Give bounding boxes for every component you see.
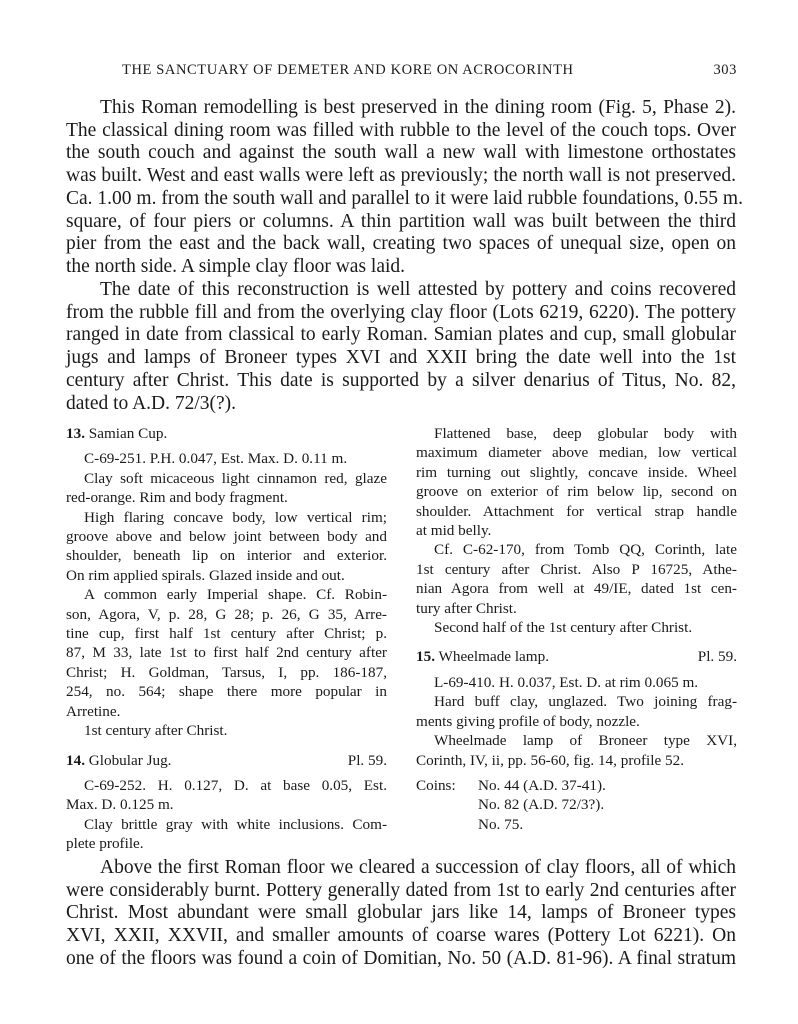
text-line: maximum diameter above median, low vertical bbox=[416, 444, 737, 462]
text-line: Ca. 1.00 m. from the south wall and parallel to it were laid rubble foundations, 0.55 m. bbox=[66, 187, 743, 209]
text-line: pier from the east and the back wall, creating two spaces of unequal size, open on bbox=[66, 233, 736, 255]
text-line: Above the first Roman floor we cleared a succession of clay floors, all of which bbox=[100, 857, 736, 878]
text-line: High flaring concave body, low vertical rim; bbox=[84, 508, 387, 526]
entry-title: Samian Cup. bbox=[88, 425, 168, 442]
coin-item: No. 44 (A.D. 37-41). bbox=[478, 776, 606, 794]
text-line: red-orange. Rim and body fragment. bbox=[66, 489, 288, 507]
text-line: shoulder. Attachment for vertical strap handle bbox=[416, 502, 737, 520]
entry-number: 13. bbox=[66, 425, 85, 442]
entry-number: 14. bbox=[66, 751, 85, 769]
text-line: at mid belly. bbox=[416, 522, 492, 540]
text-line: 1st century after Christ. Also P 16725, Athe- bbox=[416, 560, 737, 578]
text-line: C-69-252. H. 0.127, D. at base 0.05, Est. bbox=[84, 776, 387, 794]
inventory-line: L-69-410. H. 0.037, Est. D. at rim 0.065 m. bbox=[434, 673, 699, 691]
page-number: 303 bbox=[713, 62, 737, 78]
text-line: Arretine. bbox=[66, 702, 121, 720]
entry-14-heading bbox=[66, 751, 387, 770]
coin-item: No. 82 (A.D. 72/3?). bbox=[478, 796, 605, 814]
text-line: Corinth, IV, ii, pp. 56-60, fig. 14, profile 52. bbox=[416, 751, 685, 769]
text-line: groove above and below joint between body and bbox=[66, 528, 387, 546]
entry-date: 1st century after Christ. bbox=[84, 722, 228, 740]
text-line: plete profile. bbox=[66, 835, 144, 853]
catalogue-left-column bbox=[66, 424, 387, 854]
running-title: THE SANCTUARY OF DEMETER AND KORE ON ACROCORINTH bbox=[122, 62, 574, 78]
paragraph-later-floors bbox=[66, 857, 736, 971]
inventory-line: C-69-251. P.H. 0.047, Est. Max. D. 0.11 m. bbox=[84, 450, 348, 468]
coin-item: No. 75. bbox=[478, 815, 524, 833]
text-line: Hard buff clay, unglazed. Two joining frag- bbox=[434, 693, 737, 711]
paragraph-dating bbox=[66, 279, 736, 415]
text-line: XVI, XXII, XXVII, and smaller amounts of coarse wares (Pottery Lot 6221). On bbox=[66, 925, 736, 947]
coins-list bbox=[416, 776, 737, 834]
text-line: Christ; H. Goldman, Tarsus, I, pp. 186-187, bbox=[66, 663, 387, 681]
text-line: groove on exterior of rim below lip, second on bbox=[416, 483, 737, 501]
text-line: tine cup, first half 1st century after Christ; p. bbox=[66, 625, 387, 643]
text-line: was built. West and east walls were left as previously; the north wall is not preserved. bbox=[66, 165, 736, 187]
text-line: jugs and lamps of Broneer types XVI and XXII bring the date well into the 1st bbox=[66, 347, 736, 369]
entry-13-heading bbox=[66, 424, 387, 443]
entry-date: Second half of the 1st century after Christ. bbox=[434, 619, 693, 637]
text-line: 254, no. 564; shape there more popular in bbox=[66, 683, 387, 701]
text-line: Flattened base, deep globular body with bbox=[434, 425, 737, 442]
entry-title: Globular Jug. bbox=[88, 751, 172, 769]
text-line: the north side. A simple clay floor was laid. bbox=[66, 255, 406, 277]
text-line: Clay soft micaceous light cinnamon red, glaze bbox=[84, 469, 387, 487]
text-line: Christ. Most abundant were small globular jars like 14, lamps of Broneer types bbox=[66, 902, 736, 924]
text-line: tury after Christ. bbox=[416, 599, 517, 617]
text-line: On rim applied spirals. Glazed inside and out. bbox=[66, 566, 345, 584]
plate-reference: Pl. 59. bbox=[697, 648, 737, 666]
catalogue-right-column bbox=[416, 424, 737, 834]
text-line: This Roman remodelling is best preserved in the dining room (Fig. 5, Phase 2). bbox=[100, 97, 736, 118]
plate-reference: Pl. 59. bbox=[347, 751, 387, 769]
text-line: shoulder, beneath lip on interior and exterior. bbox=[66, 547, 387, 565]
text-line: square, of four piers or columns. A thin partition wall was built between the third bbox=[66, 210, 736, 232]
text-line: dated to A.D. 72/3(?). bbox=[66, 392, 237, 414]
text-line: Cf. C-62-170, from Tomb QQ, Corinth, late bbox=[434, 541, 737, 559]
running-header bbox=[122, 62, 737, 82]
text-line: the south couch and against the south wall a new wall with limestone orthostates bbox=[66, 142, 736, 164]
coins-label: Coins: bbox=[416, 776, 456, 794]
text-line: century after Christ. This date is supported by a silver denarius of Titus, No. 82, bbox=[66, 369, 736, 391]
paragraph-remodelling bbox=[66, 97, 743, 279]
text-line: The classical dining room was filled with rubble to the level of the couch tops. Over bbox=[66, 119, 736, 141]
entry-15-heading bbox=[416, 647, 737, 666]
entry-title: Wheelmade lamp. bbox=[438, 648, 549, 666]
text-line: were considerably burnt. Pottery generally dated from 1st to early 2nd centuries after bbox=[66, 879, 736, 901]
text-line: rim turning out slightly, concave inside. Wheel bbox=[416, 463, 737, 481]
text-line: son, Agora, V, p. 28, G 28; p. 26, G 35, Arre- bbox=[66, 605, 387, 623]
text-line: Clay brittle gray with white inclusions. Com- bbox=[84, 815, 387, 833]
text-line: ments giving profile of body, nozzle. bbox=[416, 712, 640, 730]
text-line: Max. D. 0.125 m. bbox=[66, 796, 174, 814]
text-line: ranged in date from classical to early Roman. Samian plates and cup, small globular bbox=[66, 324, 736, 346]
text-line: one of the floors was found a coin of Domitian, No. 50 (A.D. 81-96). A final stratum bbox=[66, 947, 736, 969]
entry-number: 15. bbox=[416, 648, 435, 666]
text-line: The date of this reconstruction is well attested by pottery and coins recovered bbox=[100, 279, 736, 300]
text-line: 87, M 33, late 1st to first half 2nd century after bbox=[66, 644, 387, 662]
text-line: from the rubble fill and from the overlying clay floor (Lots 6219, 6220). The pottery bbox=[66, 301, 736, 323]
text-line: Wheelmade lamp of Broneer type XVI, bbox=[434, 732, 737, 750]
text-line: A common early Imperial shape. Cf. Robin- bbox=[84, 586, 387, 604]
text-line: nian Agora from well at 49/IE, dated 1st cen- bbox=[416, 580, 737, 598]
